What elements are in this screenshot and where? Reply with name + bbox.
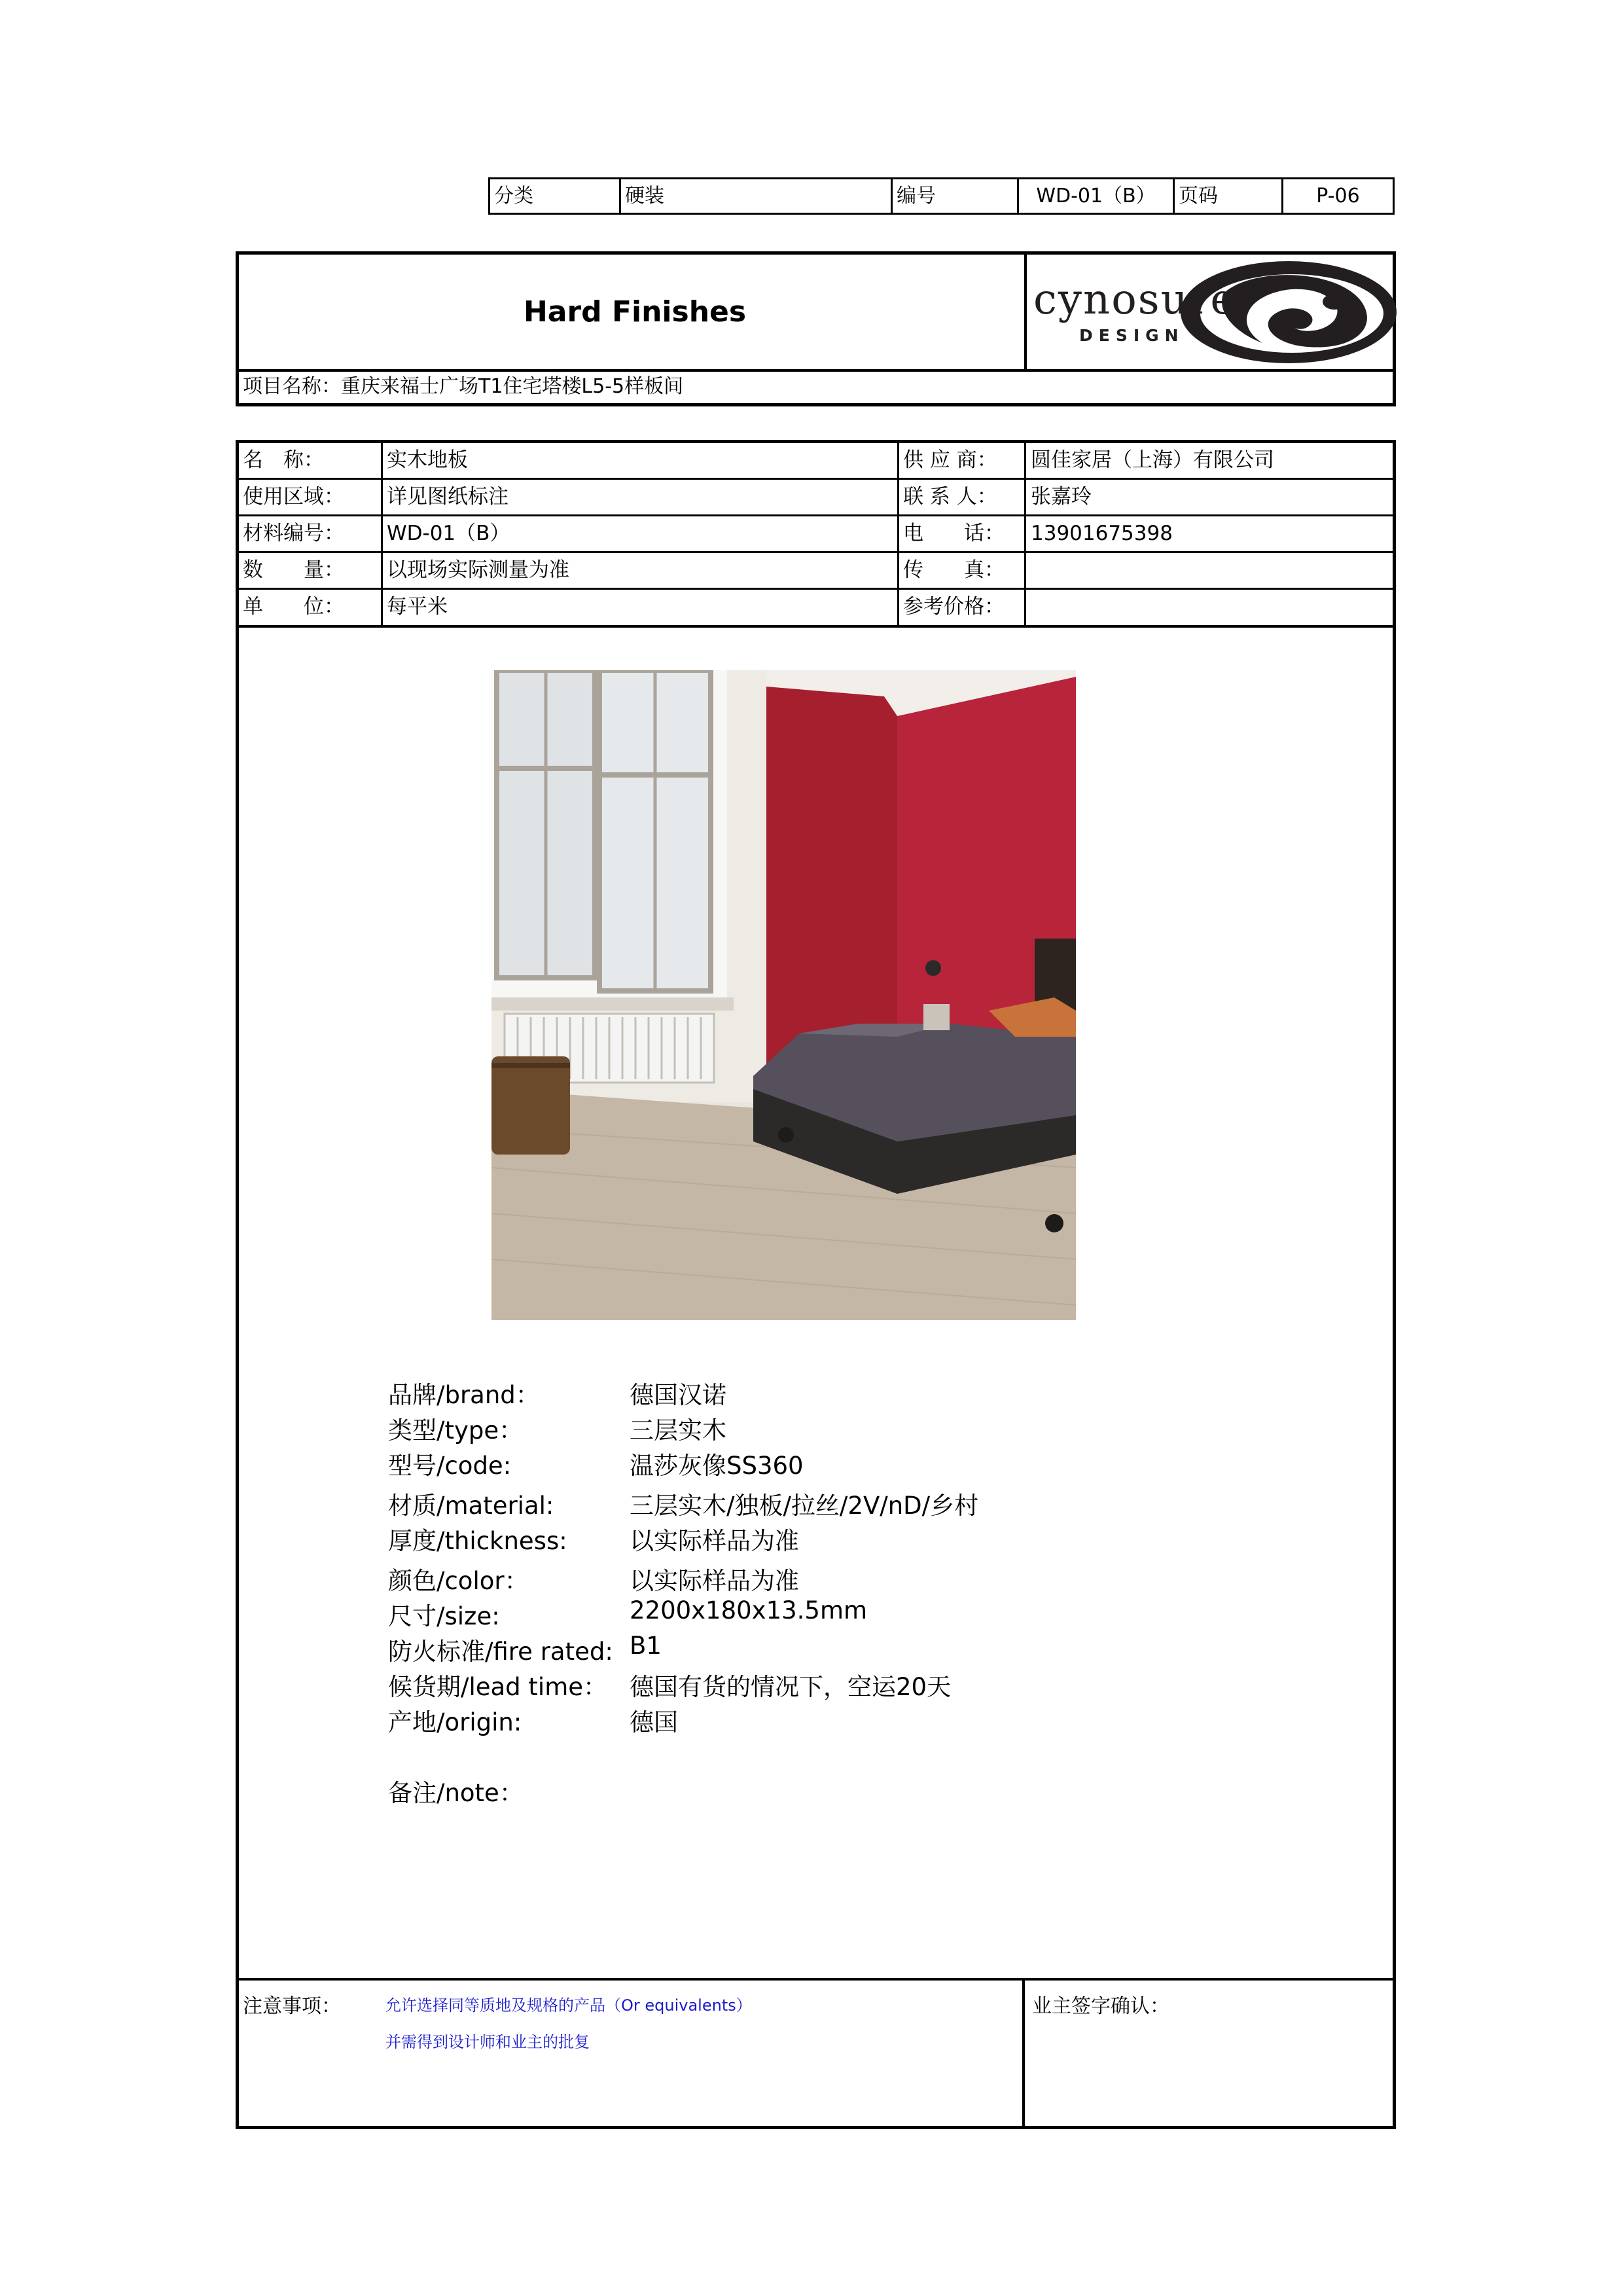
logo-subtext: DESIGN (1079, 326, 1185, 345)
info-label: 电 话： (903, 522, 1005, 545)
info-value (1027, 590, 1031, 625)
spec-value: 三层实木/独板/拉丝/2V/nD/乡村 (630, 1492, 979, 1520)
info-value: 实木地板 (387, 448, 468, 472)
notes-label: 注意事项： (243, 1995, 341, 2018)
info-row (239, 443, 1393, 480)
project-name: 项目名称：重庆来福士广场T1住宅塔楼L5-5样板间 (239, 369, 1393, 403)
spec-label: 品牌/brand： (388, 1381, 540, 1409)
info-label: 供 应 商： (903, 448, 997, 472)
spec-value: 以实际样品为准 (630, 1527, 799, 1555)
product-photo (491, 670, 1076, 1320)
spec-label: 材质/material: (388, 1492, 554, 1520)
info-label: 传 真： (903, 558, 1005, 582)
info-label: 联 系 人： (903, 485, 997, 509)
spec-label: 防火标准/fire rated: (388, 1638, 613, 1666)
info-value: 以现场实际测量为准 (387, 558, 569, 582)
bedroom-photo (491, 670, 1076, 1320)
info-label: 名 称： (243, 448, 324, 472)
footer (239, 1978, 1393, 2126)
note-line: 并需得到设计师和业主的批复 (385, 2033, 590, 2051)
info-row (239, 553, 1393, 590)
material-sheet (236, 440, 1396, 2129)
spec-label: 尺寸/size: (388, 1602, 500, 1630)
column-divider (897, 443, 899, 628)
category-label: 分类 (490, 179, 621, 213)
info-value: 张嘉玲 (1031, 485, 1092, 509)
spec-value: 三层实木 (630, 1416, 726, 1444)
info-label: 数 量： (243, 558, 344, 582)
spec-label: 备注/note： (388, 1779, 524, 1807)
owner-signature-label: 业主签字确认： (1032, 1995, 1169, 2018)
column-divider (381, 443, 383, 628)
info-row (239, 516, 1393, 553)
code-value: WD-01（B） (1019, 179, 1175, 213)
note-line: 允许选择同等质地及规格的产品（Or equivalents） (385, 1996, 752, 2015)
spec-value: 德国汉诺 (630, 1381, 726, 1409)
page-value: P-06 (1316, 185, 1360, 207)
info-label: 材料编号： (243, 522, 344, 545)
company-logo (1027, 255, 1393, 369)
title-cell (239, 255, 1027, 369)
spec-label: 类型/type： (388, 1416, 524, 1444)
header-info-table (488, 177, 1395, 215)
info-label: 参考价格： (903, 595, 1005, 619)
info-value: 圆佳家居（上海）有限公司 (1031, 448, 1274, 472)
spec-value: 2200x180x13.5mm (630, 1596, 868, 1624)
spec-label: 厚度/thickness: (388, 1527, 567, 1555)
info-value: 每平米 (387, 595, 448, 619)
info-value: 13901675398 (1031, 522, 1173, 545)
spec-value: 温莎灰像SS360 (630, 1452, 804, 1480)
info-row (239, 480, 1393, 516)
spec-label: 候货期/lead time： (388, 1673, 608, 1701)
info-value: 详见图纸标注 (387, 485, 508, 509)
spec-value: 以实际样品为准 (630, 1567, 799, 1595)
column-divider (1024, 443, 1026, 628)
info-value (1027, 553, 1031, 588)
spec-label: 颜色/color： (388, 1567, 529, 1595)
logo-wordmark: cynosure (1033, 276, 1237, 324)
logo-graphic (1027, 255, 1399, 369)
info-value: WD-01（B） (387, 522, 510, 545)
spec-value: 德国 (630, 1708, 678, 1736)
page-title: Hard Finishes (523, 295, 747, 329)
info-row (239, 590, 1393, 628)
header-box (236, 251, 1396, 406)
category-value: 硬装 (621, 179, 893, 213)
spec-label: 型号/code: (388, 1452, 512, 1480)
code-label: 编号 (893, 179, 1019, 213)
spec-value: B1 (630, 1632, 662, 1660)
spec-value: 德国有货的情况下，空运20天 (630, 1673, 952, 1701)
info-label: 单 位： (243, 595, 344, 619)
notes-section (239, 1981, 1025, 2126)
info-label: 使用区域： (243, 485, 344, 509)
spec-label: 产地/origin: (388, 1708, 522, 1736)
page-label: 页码 (1175, 179, 1283, 213)
